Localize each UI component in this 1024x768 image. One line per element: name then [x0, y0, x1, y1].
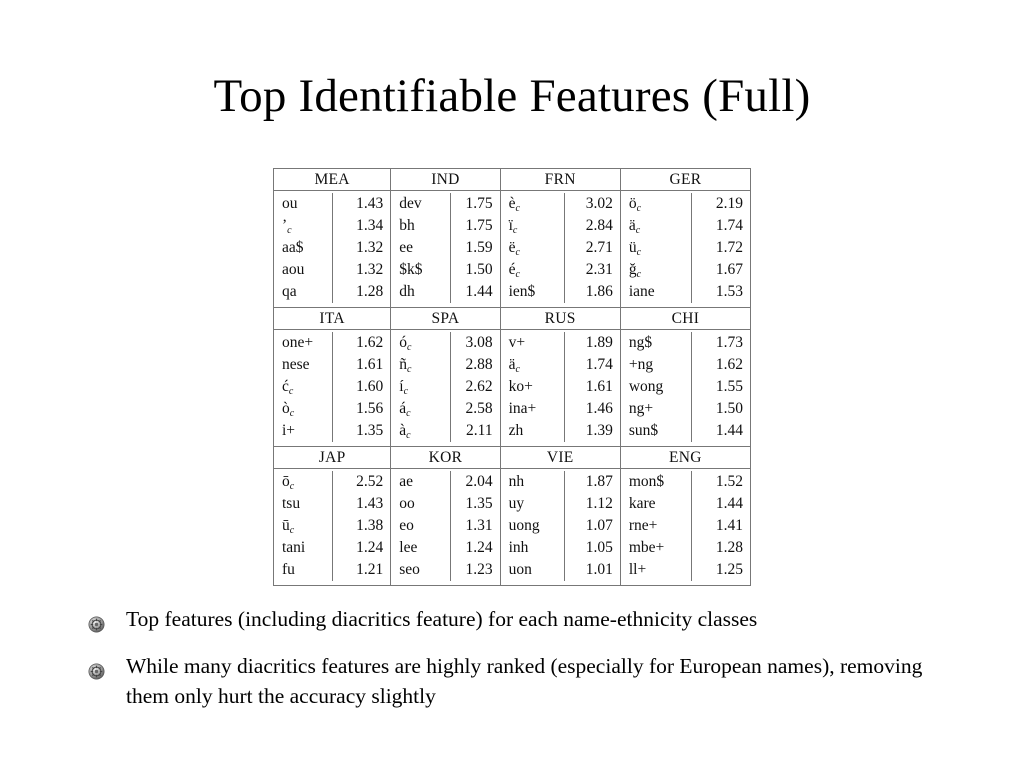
slide-title: Top Identifiable Features (Full)	[213, 70, 811, 122]
feature-column	[621, 193, 692, 303]
feature-cell: $ñ_c$	[399, 356, 412, 375]
score-cell: 1.25	[715, 561, 744, 578]
score-cell: 1.55	[715, 378, 744, 395]
feature-cell: oo	[399, 495, 415, 512]
score-cell: 2.84	[585, 217, 613, 234]
bullet-item	[88, 604, 948, 634]
score-column	[451, 332, 499, 442]
language-header: MEA	[274, 169, 390, 191]
language-block-ita	[274, 308, 390, 446]
score-cell: 1.67	[715, 261, 744, 278]
feature-column	[274, 471, 333, 581]
language-header: FRN	[501, 169, 620, 191]
score-cell: 1.87	[585, 473, 613, 490]
feature-cell: aou	[282, 261, 305, 278]
language-block-rus	[500, 308, 620, 446]
feature-cell: wong	[628, 378, 664, 395]
language-header: RUS	[501, 308, 620, 330]
score-column	[692, 193, 750, 303]
feature-cell: mon$	[628, 473, 665, 490]
language-block-chi	[620, 308, 750, 446]
feature-cell: fu	[282, 561, 295, 578]
score-column	[451, 193, 499, 303]
score-cell: 1.35	[356, 422, 384, 439]
score-cell: 3.08	[465, 334, 493, 351]
feature-cell: seo	[399, 561, 420, 578]
score-cell: 2.62	[465, 378, 493, 395]
score-cell: 1.72	[715, 239, 744, 256]
score-cell: 1.50	[465, 261, 493, 278]
score-cell: 2.19	[715, 195, 744, 212]
feature-cell: $é_c$	[508, 261, 520, 280]
feature-cell: $k$	[399, 261, 423, 278]
feature-cell: iane	[628, 283, 655, 300]
feature-cell: $à_c$	[399, 422, 411, 441]
gear-bullet-icon	[88, 611, 105, 628]
feature-column	[621, 471, 692, 581]
feature-cell: $ä_c$	[628, 217, 641, 236]
score-cell: 1.38	[356, 517, 384, 534]
bullet-item	[88, 651, 948, 711]
score-cell: 2.04	[465, 473, 493, 490]
score-cell: 2.88	[465, 356, 493, 373]
score-cell: 1.05	[585, 539, 613, 556]
feature-cell: $ü_c$	[628, 239, 642, 258]
score-cell: 1.23	[465, 561, 493, 578]
language-header: ITA	[274, 308, 390, 330]
language-block-ind	[390, 169, 499, 307]
feature-column	[274, 193, 333, 303]
feature-cell: $ō_c$	[282, 473, 295, 492]
feature-cell: eo	[399, 517, 414, 534]
score-cell: 2.52	[356, 473, 384, 490]
score-cell: 1.61	[585, 378, 613, 395]
feature-cell: $ö_c$	[628, 195, 642, 214]
table-group-row	[274, 307, 750, 446]
score-cell: 1.52	[715, 473, 744, 490]
score-cell: 1.44	[465, 283, 493, 300]
feature-cell: $ć_c$	[282, 378, 294, 397]
feature-cell: $ò_c$	[282, 400, 295, 419]
feature-column	[391, 332, 451, 442]
score-cell: 1.28	[356, 283, 384, 300]
score-cell: 1.34	[356, 217, 384, 234]
feature-cell: tsu	[282, 495, 301, 512]
score-cell: 1.59	[465, 239, 493, 256]
score-cell: 1.21	[356, 561, 384, 578]
score-column	[565, 471, 620, 581]
feature-column	[274, 332, 333, 442]
score-cell: 1.43	[356, 195, 384, 212]
bullet-list	[88, 604, 948, 728]
score-column	[565, 193, 620, 303]
score-cell: 1.44	[715, 422, 744, 439]
feature-cell: ee	[399, 239, 414, 256]
feature-column	[501, 332, 565, 442]
feature-cell: v+	[508, 334, 526, 351]
feature-cell: nese	[282, 356, 310, 373]
score-column	[451, 471, 499, 581]
score-cell: 1.62	[356, 334, 384, 351]
language-block-jap	[274, 447, 390, 585]
score-cell: 3.02	[585, 195, 613, 212]
feature-cell: $á_c$	[399, 400, 411, 419]
feature-cell: $ó_c$	[399, 334, 412, 353]
score-cell: 1.46	[585, 400, 613, 417]
score-cell: 2.31	[585, 261, 613, 278]
feature-cell: one+	[282, 334, 314, 351]
feature-cell: rne+	[628, 517, 658, 534]
score-cell: 1.73	[715, 334, 744, 351]
feature-column	[501, 471, 565, 581]
bullet-text: While many diacritics features are highly ranked (especially for European names), removing them only hurt the accuracy slightly	[126, 654, 923, 708]
score-cell: 1.75	[465, 195, 493, 212]
feature-cell: ien$	[508, 283, 536, 300]
feature-cell: $ū_c$	[282, 517, 295, 536]
feature-column	[391, 471, 451, 581]
score-cell: 1.35	[465, 495, 493, 512]
score-cell: 1.74	[715, 217, 744, 234]
language-header: SPA	[391, 308, 499, 330]
feature-cell: ina+	[508, 400, 537, 417]
feature-cell: ko+	[508, 378, 533, 395]
score-cell: 1.24	[465, 539, 493, 556]
score-cell: 1.62	[715, 356, 744, 373]
score-cell: 1.24	[356, 539, 384, 556]
score-cell: 1.89	[585, 334, 613, 351]
score-cell: 1.86	[585, 283, 613, 300]
feature-cell: qa	[282, 283, 297, 300]
feature-cell: kare	[628, 495, 656, 512]
score-cell: 1.39	[585, 422, 613, 439]
feature-cell: ou	[282, 195, 298, 212]
feature-cell: ng$	[628, 334, 653, 351]
feature-cell: sun$	[628, 422, 659, 439]
language-block-spa	[390, 308, 499, 446]
feature-cell: aa$	[282, 239, 304, 256]
feature-cell: nh	[508, 473, 525, 490]
language-header: IND	[391, 169, 499, 191]
score-cell: 1.50	[715, 400, 744, 417]
score-cell: 1.31	[465, 517, 493, 534]
language-header: ENG	[621, 447, 750, 469]
feature-cell: tani	[282, 539, 306, 556]
score-cell: 1.53	[715, 283, 744, 300]
score-cell: 1.32	[356, 239, 384, 256]
feature-cell: lee	[399, 539, 418, 556]
feature-cell: $è_c$	[508, 195, 520, 214]
language-block-vie	[500, 447, 620, 585]
feature-cell: $ï_c$	[508, 217, 518, 236]
language-header: CHI	[621, 308, 750, 330]
language-header: KOR	[391, 447, 499, 469]
score-cell: 2.11	[466, 422, 493, 439]
feature-cell: ll+	[628, 561, 647, 578]
score-cell: 1.60	[356, 378, 384, 395]
feature-cell: uon	[508, 561, 532, 578]
feature-cell: $ğ_c$	[628, 261, 642, 280]
score-cell: 1.41	[715, 517, 744, 534]
score-cell: 1.32	[356, 261, 384, 278]
gear-bullet-icon	[88, 658, 105, 675]
feature-cell: i+	[282, 422, 296, 439]
score-column	[333, 471, 390, 581]
score-column	[333, 193, 390, 303]
language-header: VIE	[501, 447, 620, 469]
language-header: GER	[621, 169, 750, 191]
score-cell: 2.58	[465, 400, 493, 417]
features-table	[274, 169, 750, 585]
language-header: JAP	[274, 447, 390, 469]
feature-column	[621, 332, 692, 442]
feature-cell: ae	[399, 473, 414, 490]
score-cell: 1.44	[715, 495, 744, 512]
score-column	[692, 471, 750, 581]
feature-cell: $í_c$	[399, 378, 409, 397]
feature-cell: mbe+	[628, 539, 665, 556]
feature-cell: $ä_c$	[508, 356, 520, 375]
language-block-mea	[274, 169, 390, 307]
language-block-kor	[390, 447, 499, 585]
feature-cell: inh	[508, 539, 529, 556]
feature-cell: dh	[399, 283, 415, 300]
bullet-text: Top features (including diacritics feature) for each name-ethnicity classes	[126, 607, 758, 631]
language-block-ger	[620, 169, 750, 307]
feature-cell: $’_c$	[282, 217, 292, 236]
score-cell: 1.01	[585, 561, 613, 578]
feature-cell: +ng	[628, 356, 654, 373]
score-cell: 1.43	[356, 495, 384, 512]
feature-cell: bh	[399, 217, 415, 234]
feature-cell: uong	[508, 517, 540, 534]
score-cell: 1.74	[585, 356, 613, 373]
score-column	[692, 332, 750, 442]
score-cell: 1.56	[356, 400, 384, 417]
score-cell: 1.28	[715, 539, 744, 556]
score-cell: 2.71	[585, 239, 613, 256]
feature-column	[501, 193, 565, 303]
feature-column	[391, 193, 451, 303]
score-cell: 1.12	[585, 495, 613, 512]
language-block-frn	[500, 169, 620, 307]
feature-cell: uy	[508, 495, 525, 512]
table-group-row	[274, 446, 750, 585]
table-group-row	[274, 169, 750, 307]
score-column	[565, 332, 620, 442]
score-cell: 1.75	[465, 217, 493, 234]
feature-cell: ng+	[628, 400, 654, 417]
feature-cell: dev	[399, 195, 422, 212]
score-cell: 1.07	[585, 517, 613, 534]
score-cell: 1.61	[356, 356, 384, 373]
feature-cell: $ë_c$	[508, 239, 520, 258]
language-block-eng	[620, 447, 750, 585]
score-column	[333, 332, 390, 442]
feature-cell: zh	[508, 422, 524, 439]
